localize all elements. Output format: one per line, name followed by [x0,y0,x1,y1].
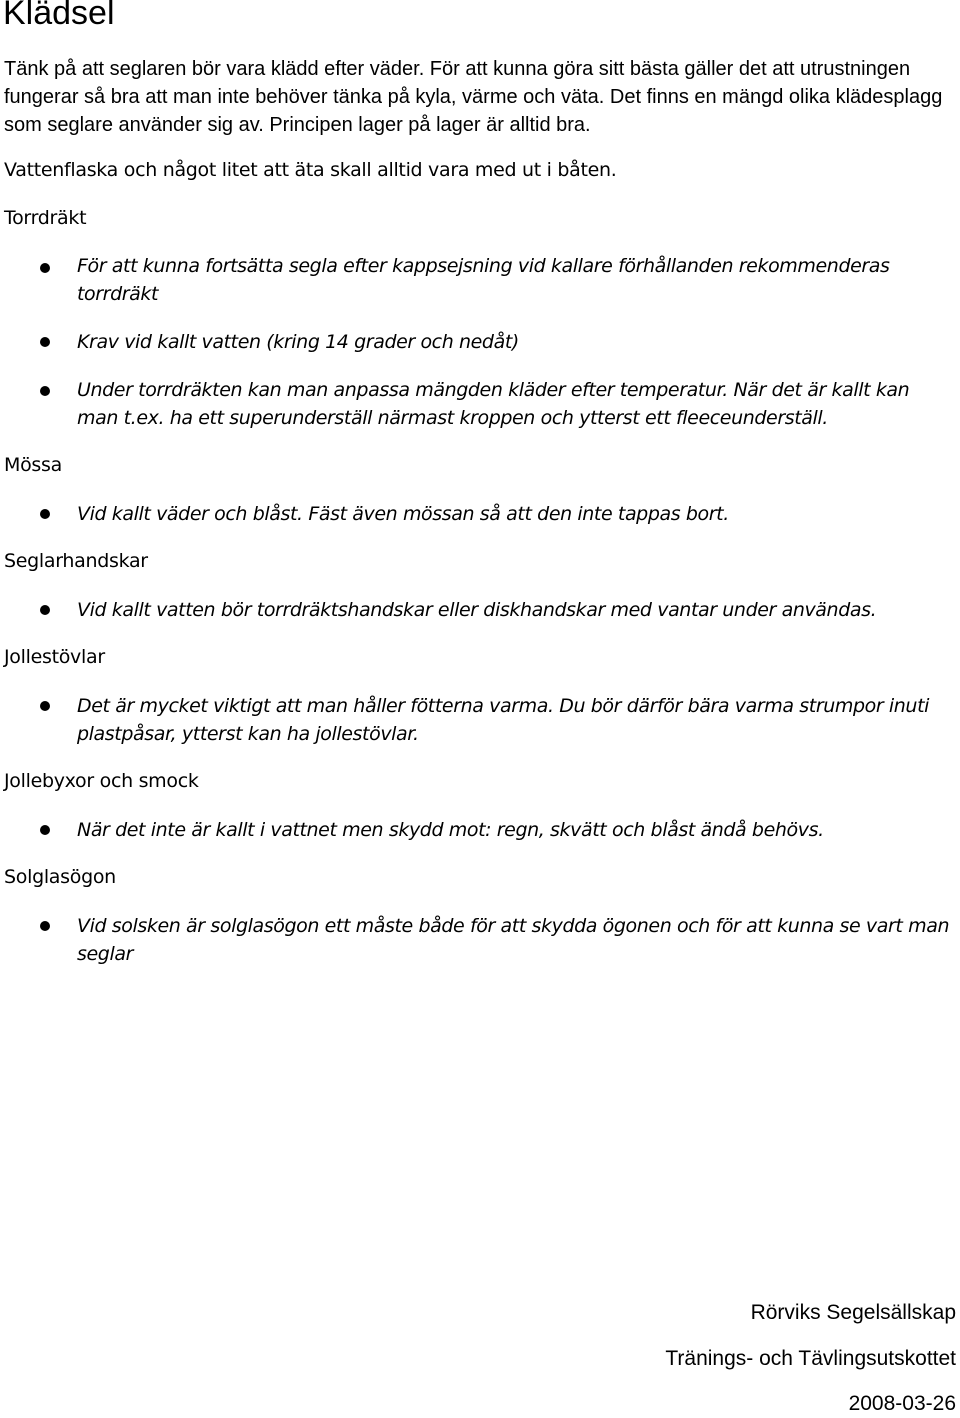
list-item: Vid kallt väder och blåst. Fäst även mössan så att den inte tappas bort. [77,503,729,525]
bullet-icon [40,825,50,835]
bullet-icon [40,386,50,396]
bullet-icon [40,605,50,615]
footer-club: Rörviks Segelsällskap [750,1301,956,1324]
section-heading-jollestovlar: Jollestövlar [4,646,105,668]
list-item: Under torrdräkten kan man anpassa mängden kläder efter temperatur. När det är kallt kan man t.ex. ha ett superunderställ närmast kroppen och ytterst ett fleeceunderställ. [77,379,910,429]
section-heading-torrdrakt: Torrdräkt [4,207,87,229]
section-heading-jollebyxor: Jollebyxor och smock [4,770,199,792]
footer-date: 2008-03-26 [848,1392,956,1415]
intro-note: Vattenflaska och något litet att äta skall alltid vara med ut i båten. [4,159,617,181]
bullet-icon [40,921,50,931]
list-item: För att kunna fortsätta segla efter kappsejsning vid kallare förhållanden rekommenderas torrdräkt [77,255,890,305]
bullet-icon [40,337,50,347]
bullet-icon [40,263,50,273]
bullet-icon [40,509,50,519]
section-heading-mossa: Mössa [4,454,62,476]
section-heading-seglarhandskar: Seglarhandskar [4,550,148,572]
page-title: Klädsel [3,0,115,32]
intro-paragraph: Tänk på att seglaren bör vara klädd efter väder. För att kunna göra sitt bästa gäller det att utrustningen fungerar så bra att man inte behöver tänka på kyla, värme och väta. Det finns en mängd olika klädesplagg som seglare använder sig av. Principen lager på lager är alltid bra. [4,58,943,136]
section-heading-solglasogon: Solglasögon [4,866,116,888]
list-item: Krav vid kallt vatten (kring 14 grader och nedåt) [77,331,519,353]
list-item: Vid kallt vatten bör torrdräktshandskar eller diskhandskar med vantar under användas. [77,599,877,621]
footer-committee: Tränings- och Tävlingsutskottet [665,1347,956,1370]
list-item: Det är mycket viktigt att man håller fötterna varma. Du bör därför bära varma strumpor inuti plastpåsar, ytterst kan ha jollestövlar. [77,695,930,745]
bullet-icon [40,701,50,711]
list-item: När det inte är kallt i vattnet men skydd mot: regn, skvätt och blåst ändå behövs. [77,819,824,841]
list-item: Vid solsken är solglasögon ett måste både för att skydda ögonen och för att kunna se vart man seglar [77,915,950,965]
